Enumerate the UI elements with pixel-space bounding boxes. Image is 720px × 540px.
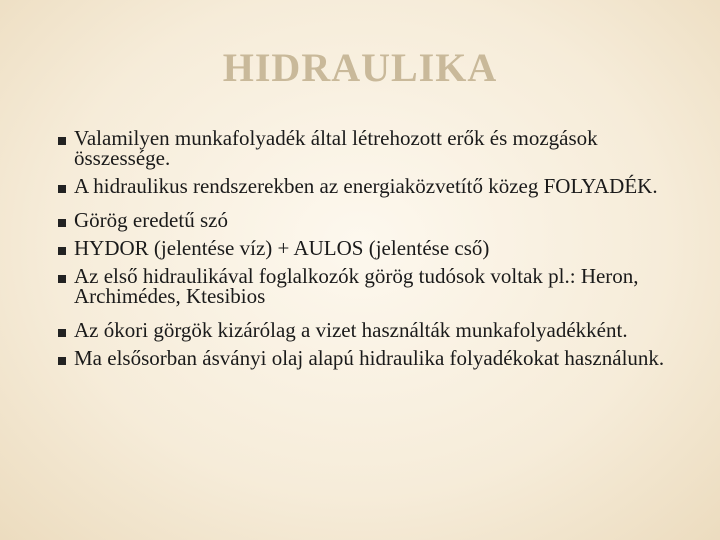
bullet-item xyxy=(58,210,698,230)
bullet-group-3 xyxy=(58,320,698,368)
bullet-text: HYDOR (jelentése víz) + AULOS (jelentése cső) xyxy=(74,236,490,260)
square-bullet-icon xyxy=(58,329,66,337)
bullet-text: Az első hidraulikával foglalkozók görög tudósok voltak pl.: Heron, Archimédes, Ktesibios xyxy=(74,264,639,308)
bullet-item xyxy=(58,238,698,258)
bullet-group-2 xyxy=(58,210,698,306)
bullet-text: Valamilyen munkafolyadék által létrehozott erők és mozgások összessége. xyxy=(74,126,598,170)
square-bullet-icon xyxy=(58,219,66,227)
square-bullet-icon xyxy=(58,137,66,145)
bullet-text: Az ókori görgök kizárólag a vizet használták munkafolyadékként. xyxy=(74,318,628,342)
slide-title: HIDRAULIKA xyxy=(222,45,498,90)
square-bullet-icon xyxy=(58,247,66,255)
bullet-item xyxy=(58,266,698,306)
bullet-item xyxy=(58,128,698,168)
bullet-group-1 xyxy=(58,128,698,196)
bullet-item xyxy=(58,176,698,196)
bullet-text: Görög eredetű szó xyxy=(74,208,228,232)
square-bullet-icon xyxy=(58,275,66,283)
bullet-text: A hidraulikus rendszerekben az energiaközvetítő közeg FOLYADÉK. xyxy=(74,174,658,198)
square-bullet-icon xyxy=(58,357,66,365)
bullet-item xyxy=(58,320,698,340)
square-bullet-icon xyxy=(58,185,66,193)
bullet-item xyxy=(58,348,698,368)
bullet-text: Ma elsősorban ásványi olaj alapú hidraulika folyadékokat használunk. xyxy=(74,346,665,370)
bullet-list xyxy=(58,128,698,382)
